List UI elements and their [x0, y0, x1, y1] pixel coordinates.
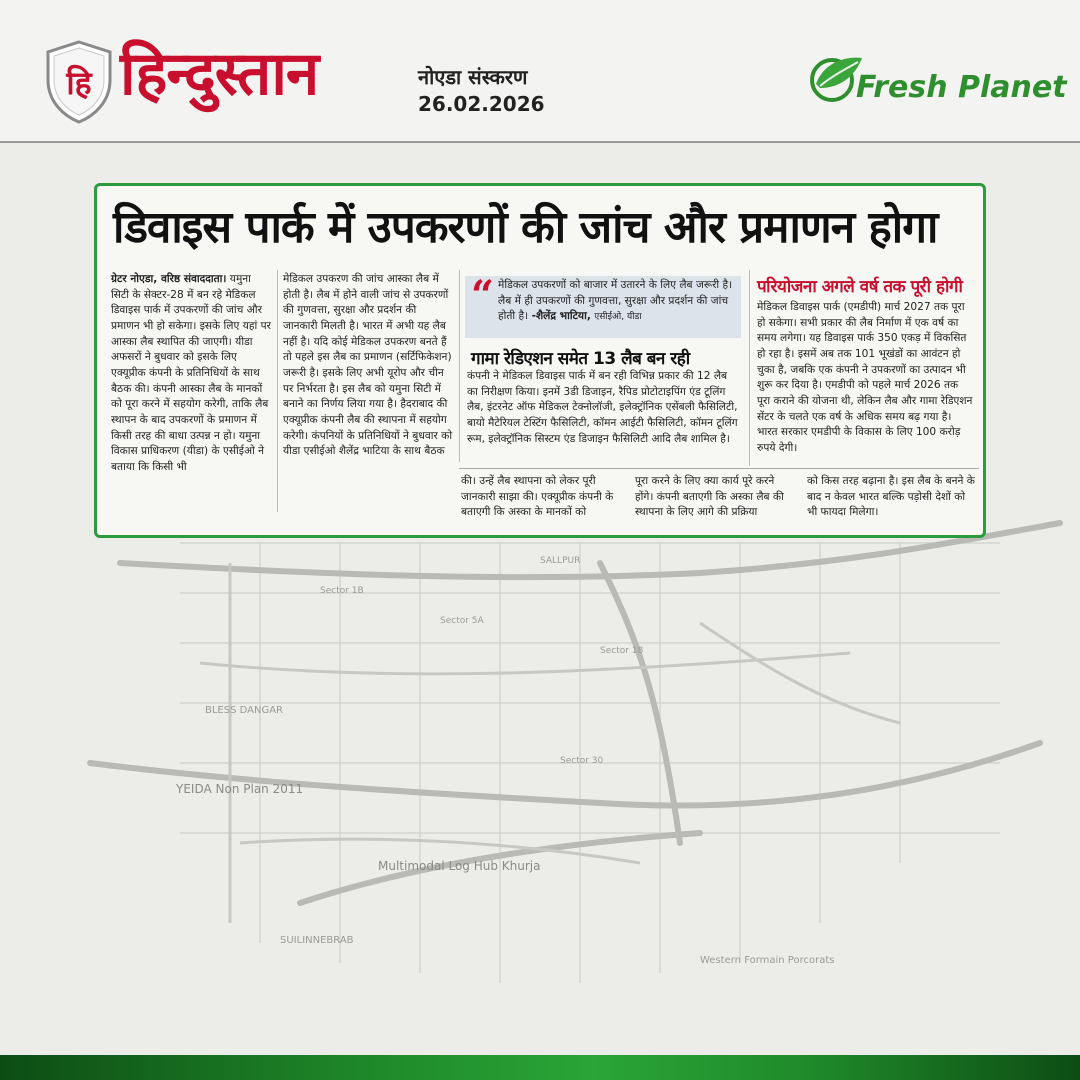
column-divider: [459, 270, 460, 462]
map-label: Multimodal Log Hub Khurja: [378, 859, 541, 873]
article-headline: डिवाइस पार्क में उपकरणों की जांच और प्रमाणन होगा: [113, 202, 938, 253]
quote-box: [465, 272, 741, 338]
map-label: BLESS DANGAR: [205, 705, 284, 716]
map-label: SUILINNEBRAB: [280, 935, 354, 946]
news-clipping: [94, 183, 986, 538]
newspaper-name: हिन्दुस्तान: [120, 39, 319, 109]
article-bottom-column-2: पूरा करने के लिए क्या कार्य पूरे करने होंगे। कंपनी बताएगी कि अस्का लैब की स्थापना के लिए आगे की प्रक्रिया: [635, 475, 784, 519]
edition-date: 26.02.2026: [418, 92, 545, 116]
edition-block: [418, 64, 545, 118]
map-label: SALLPUR: [540, 556, 581, 566]
map-label: Sector 1B: [320, 586, 364, 596]
shield-logo-icon: [44, 40, 114, 124]
article-bottom-column-1: की। उन्हें लैब स्थापना को लेकर पूरी जानकारी साझा की। एक्यूप्रीक कंपनी के बताएगी कि अस्का के मानकों को: [461, 475, 614, 519]
quote-mark-icon: “: [471, 272, 495, 319]
article-column-1-text: यमुना सिटी के सेक्टर-28 में बन रहे मेडिकल डिवाइस पार्क में उपकरणों की जांच और प्रमाणन भी हो सकेगा। इसके लिए यहां पर आस्का लैब स्थापित की जाएगी। यीडा अफसरों ने बुधवार को इसके लिए एक्यूप्रीक कंपनी के प्रतिनिधियों के साथ बैठक की। कंपनी आस्का लैब के मानकों को पूरा करने में सहयोग करेगी, ताकि लैब स्थापन के बाद उपकरणों के प्रमाणन में किसी तरह की बाधा उत्पन्न न हो। यमुना विकास प्राधिकरण (यीडा) के एसीईओ ने बताया कि किसी भी: [111, 273, 271, 474]
article-column-3: कंपनी ने मेडिकल डिवाइस पार्क में बन रही विभिन्न प्रकार की 12 लैब का निरीक्षण किया। इनमें 3डी डिजाइन, रैपिड प्रोटोटाइपिंग एंड टूलिंग लैब, इंटरनेट ऑफ मेडिकल टेक्नोलॉजी, इलेक्ट्रॉनिक एसेंबली फैसिलिटी, बायो मैटेरियल टेस्टिंग फैसिलिटी, कॉमन आईटी फैसिलिटी, कॉमन टूलिंग रूम, इलेक्ट्रॉनिक सिस्टम एंड डिजाइन फैसिलिटी आदि लैब शामिल है।: [467, 370, 738, 445]
map-label: Sector 5A: [440, 616, 484, 626]
article-column-2: मेडिकल उपकरण की जांच आस्का लैब में होती है। लैब में होने वाली जांच से उपकरणों की गुणवत्ता, सुरक्षा और प्रदर्शन की जानकारी मिलती है। भारत में अभी यह लैब नहीं है। यदि कोई मेडिकल उपकरण बनते हैं तो पहले इस लैब का प्रमाणन (सर्टिफिकेशन) जरूरी है। इसके लिए अभी यूरोप और चीन पर निर्भरता है। इस लैब को यमुना सिटी में बनाने का निर्णय लिया गया है। हैदराबाद की एक्यूप्रीक कंपनी लैब की स्थापना में सहयोग करेगी। कंपनियों के प्रतिनिधियों ने बुधवार को यीडा एसीईओ शैलेंद्र भाटिया के साथ बैठक: [283, 273, 453, 458]
quote-author: -शैलेंद्र भाटिया,: [531, 310, 591, 323]
map-label: Sector 30: [560, 756, 604, 766]
edition-name: नोएडा संस्करण: [418, 65, 528, 89]
section-divider: [459, 468, 979, 469]
article-column-1: [111, 272, 271, 476]
column-divider: [749, 270, 750, 466]
article-bottom-column-3: को किस तरह बढ़ाना है। इस लैब के बनने के बाद न केवल भारत बल्कि पड़ोसी देशों को भी फायदा मिलेगा।: [807, 475, 975, 519]
quote-text: मेडिकल उपकरणों को बाजार में उतारने के लिए लैब जरूरी है। लैब में ही उपकरणों की गुणवत्ता, सुरक्षा और प्रदर्शन की जांच होती है।: [498, 279, 733, 323]
map-label: Western Formain Porcorats: [700, 955, 835, 966]
header: [0, 0, 1080, 143]
subheading-gamma-labs: गामा रेडिएशन समेत 13 लैब बन रही: [471, 349, 690, 369]
footer-bar: [0, 1055, 1080, 1080]
shield-initial: हि: [66, 64, 92, 102]
brand-name: Fresh Planet: [856, 70, 1067, 105]
article-column-4: मेडिकल डिवाइस पार्क (एमडीपी) मार्च 2027 तक पूरा हो सकेगा। सभी प्रकार की लैब निर्माण में एक वर्ष का समय लगेगा। यह डिवाइस पार्क 350 एकड़ में विकसित हो रहा है। इसमें अब तक 101 भूखंडों का आवंटन हो चुका है, जबकि एक कंपनी ने उपकरणों का उत्पादन भी शुरू कर दिया है। एमडीपी को पहले मार्च 2026 तक पूरा कराने की योजना थी, लेकिन लैब और गामा रेडिएशन सेंटर के चलते एक वर्ष के अधिक समय बढ़ गया है। भारत सरकार एमडीपी के विकास के लिए 100 करोड़ रुपये देगी।: [757, 301, 973, 455]
subheading-project-timeline: परियोजना अगले वर्ष तक पूरी होगी: [757, 277, 963, 297]
map-label: YEIDA Non Plan 2011: [176, 782, 304, 796]
quote-author-title: एसीईओ, यीडा: [594, 312, 642, 323]
column-divider: [277, 270, 278, 512]
map-label: Sector 18: [600, 646, 644, 656]
fresh-planet-logo: [806, 48, 1067, 112]
article-byline: ग्रेटर नोएडा, वरिष्ठ संवाददाता।: [111, 273, 227, 285]
